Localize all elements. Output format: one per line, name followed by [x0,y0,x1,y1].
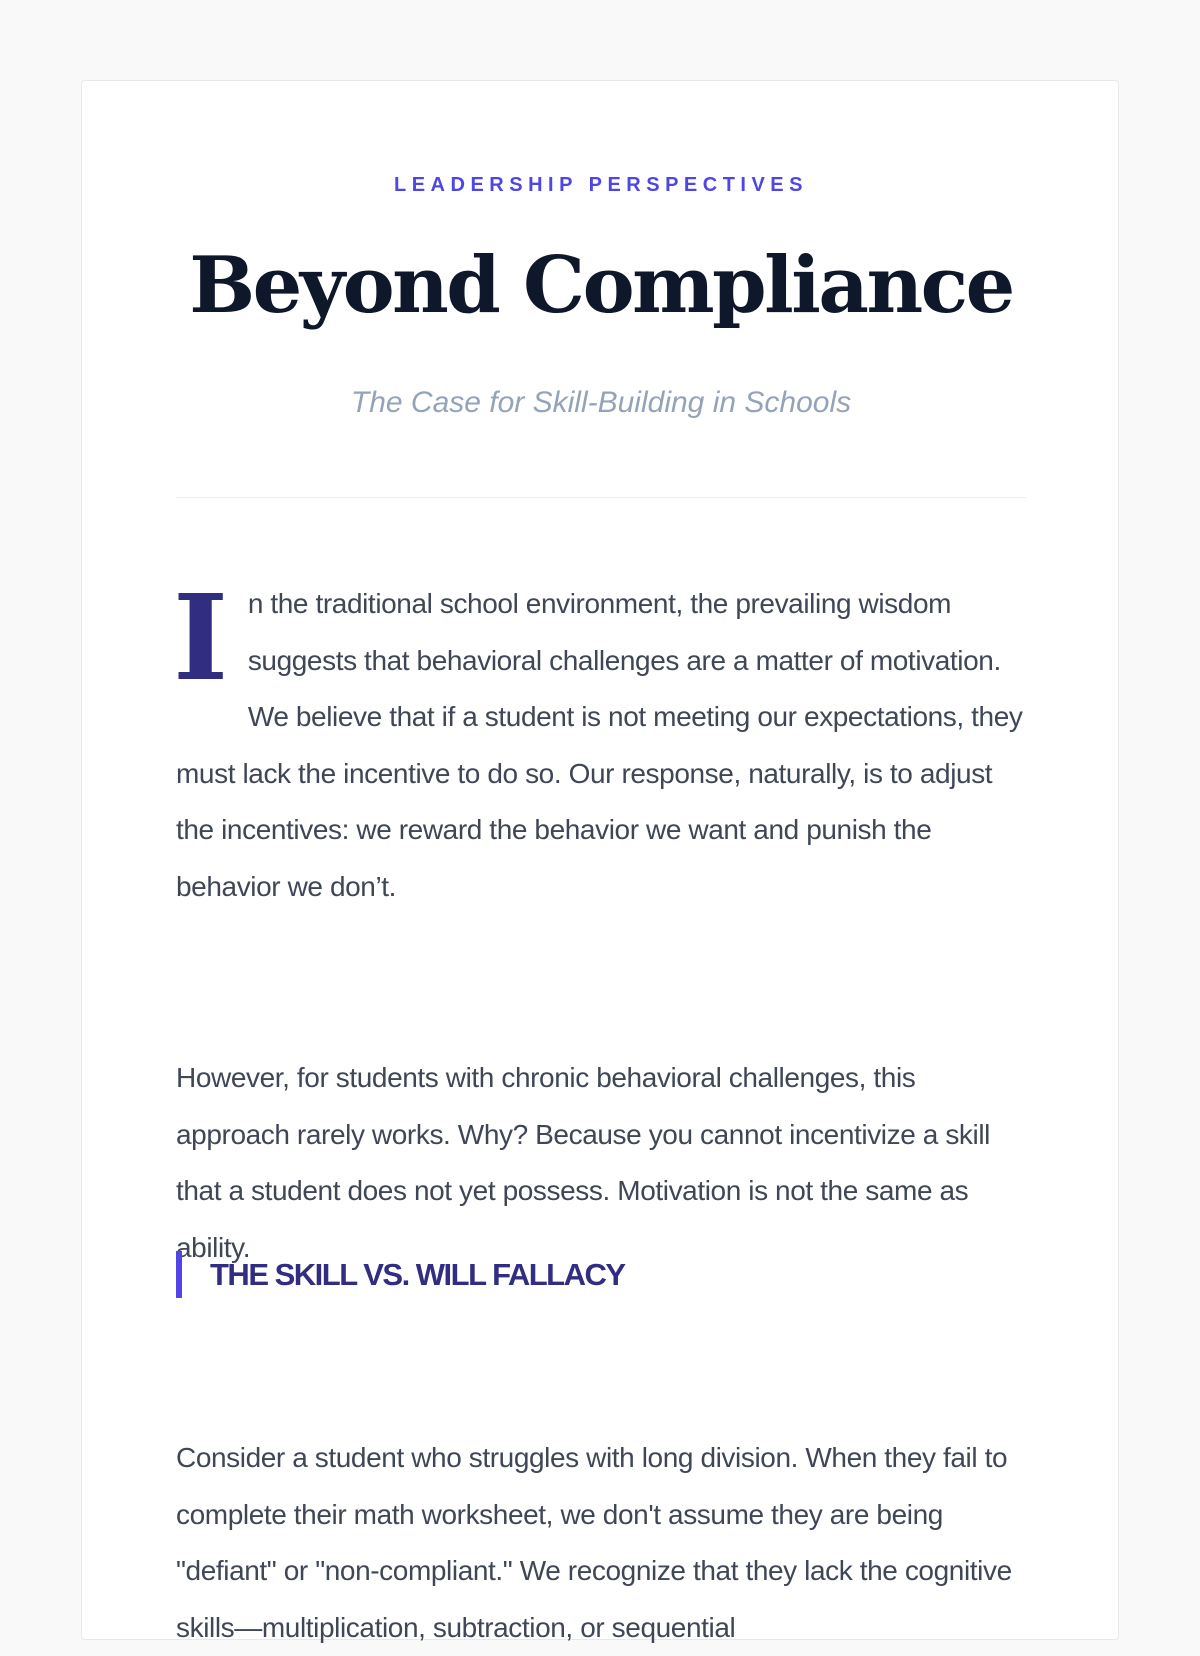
section-heading: THE SKILL VS. WILL FALLACY [176,1251,1026,1298]
paragraph-three: Consider a student who struggles with long division. When they fail to complete their math worksheet, we don't assume they are being "defiant" or "non-compliant." We recognize that they lack the cognitive skills—multiplication, subtraction, or sequential [176,1442,1012,1643]
article-subtitle: The Case for Skill-Building in Schools [350,386,852,419]
drop-cap: I [173,568,228,707]
paragraph-two: However, for students with chronic behavioral challenges, this approach rarely works. Why? Because you cannot incentivize a skill that a student does not yet possess. Motivation is not the same as ability. [176,1062,990,1263]
header-divider [176,497,1026,498]
paragraph-intro [173,568,1026,915]
article-card [81,80,1119,1643]
paragraph-intro-text: n the traditional school environment, the prevailing wisdom suggests that behavioral challenges are a matter of motivation. We believe that if a student is not meeting our expectations, they must lack the incentive to do so. Our response, naturally, is to adjust the incentives: we reward the behavior we want and punish the behavior we don’t. [176,588,1023,902]
article-title: Beyond Compliance [189,240,1013,331]
category-kicker: LEADERSHIP PERSPECTIVES [394,174,808,196]
